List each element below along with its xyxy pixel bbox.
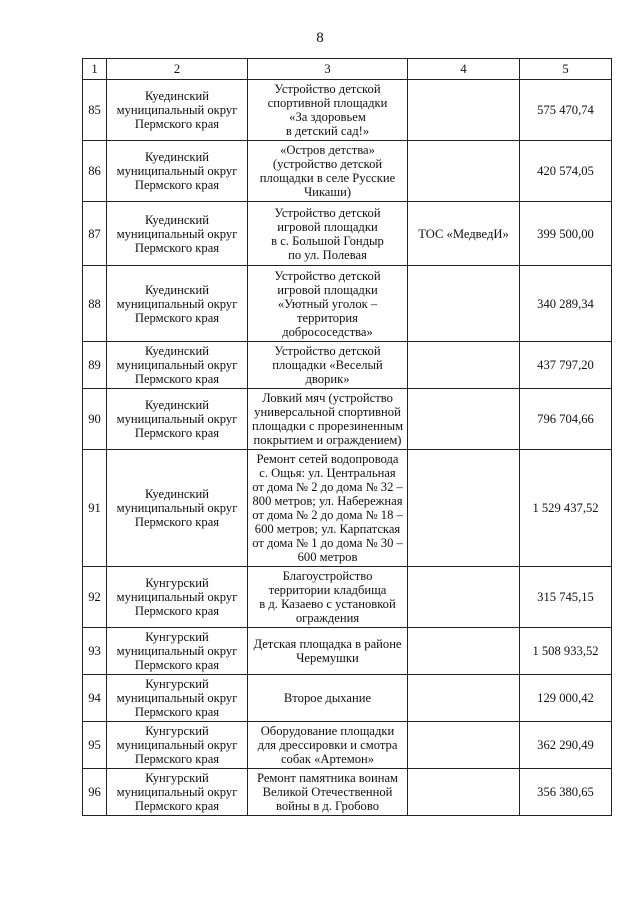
- amount-cell-text: 362 290,49: [537, 738, 594, 752]
- municipality-cell-text: Куединский муниципальный округ Пермского края: [116, 344, 238, 386]
- amount-cell: [520, 141, 612, 202]
- tos-cell: [408, 722, 520, 769]
- municipality-cell-text: Кунгурский муниципальный округ Пермского края: [116, 630, 238, 672]
- row-number: [83, 567, 107, 628]
- project-name-cell: [248, 450, 408, 567]
- municipality-cell-text: Кунгурский муниципальный округ Пермского края: [116, 576, 238, 618]
- table-row: [83, 80, 612, 141]
- project-name-cell: [248, 202, 408, 266]
- municipality-cell: [107, 769, 248, 816]
- municipality-cell-text: Куединский муниципальный округ Пермского края: [116, 89, 238, 131]
- column-header-5: 5: [520, 59, 612, 80]
- project-name-cell-text: Оборудование площадки для дрессировки и смотра собак «Артемон»: [257, 724, 398, 766]
- amount-cell-text: 315 745,15: [537, 590, 594, 604]
- project-name-cell: [248, 567, 408, 628]
- amount-cell: [520, 722, 612, 769]
- row-number-text: 88: [88, 296, 101, 311]
- row-number-text: 93: [88, 644, 101, 658]
- project-name-cell-text: Второе дыхание: [283, 691, 372, 705]
- tos-cell: [408, 450, 520, 567]
- project-name-cell: [248, 389, 408, 450]
- column-header-4: 4: [408, 59, 520, 80]
- amount-cell: [520, 675, 612, 722]
- table-header-row: [83, 59, 612, 80]
- project-name-cell-text: Ремонт сетей водопровода с. Ощья: ул. Центральная от дома № 2 до дома № 32 – 800 метров; ул. Набережная от дома № 2 до дома № 18 – 600 метров; ул. Карпатская от дома № 1 до дома № 30 – 600 метров: [252, 452, 403, 564]
- table-row: [83, 675, 612, 722]
- project-name-cell-text: «Остров детства» (устройство детской площадки в селе Русские Чикаши): [259, 143, 396, 199]
- project-name-cell: [248, 675, 408, 722]
- row-number: [83, 141, 107, 202]
- table-row: [83, 450, 612, 567]
- project-name-cell: [248, 266, 408, 342]
- amount-cell: [520, 342, 612, 389]
- tos-cell: [408, 389, 520, 450]
- municipality-cell: [107, 567, 248, 628]
- row-number: [83, 450, 107, 567]
- row-number: [83, 389, 107, 450]
- column-header-1: 1: [83, 59, 107, 80]
- amount-cell: [520, 80, 612, 141]
- amount-cell: [520, 628, 612, 675]
- amount-cell-text: 356 380,65: [537, 785, 594, 799]
- row-number: [83, 769, 107, 816]
- tos-cell: [408, 628, 520, 675]
- amount-cell-text: 796 704,66: [537, 412, 594, 426]
- municipality-cell-text: Куединский муниципальный округ Пермского края: [116, 398, 238, 440]
- tos-cell: [408, 266, 520, 342]
- tos-cell: [408, 769, 520, 816]
- page-number: 8: [316, 30, 324, 46]
- row-number: [83, 722, 107, 769]
- amount-cell-text: 575 470,74: [537, 103, 594, 117]
- municipality-cell: [107, 450, 248, 567]
- project-name-cell: [248, 722, 408, 769]
- row-number: [83, 80, 107, 141]
- project-name-cell: [248, 769, 408, 816]
- amount-cell-text: 420 574,05: [537, 164, 594, 178]
- municipality-cell: [107, 202, 248, 266]
- project-name-cell-text: Устройство детской спортивной площадки «За здоровьем в детский сад!»: [267, 82, 388, 138]
- table-row: [83, 266, 612, 342]
- municipality-cell: [107, 80, 248, 141]
- row-number-text: 85: [88, 103, 101, 117]
- amount-cell: [520, 769, 612, 816]
- project-name-cell: [248, 141, 408, 202]
- amount-cell: [520, 266, 612, 342]
- row-number-text: 87: [88, 226, 101, 241]
- row-number-text: 89: [88, 358, 101, 372]
- municipality-cell: [107, 389, 248, 450]
- table-row: [83, 342, 612, 389]
- municipality-cell-text: Кунгурский муниципальный округ Пермского края: [116, 677, 238, 719]
- row-number-text: 95: [88, 738, 101, 752]
- amount-cell-text: 399 500,00: [537, 226, 594, 241]
- row-number-text: 86: [88, 164, 101, 178]
- project-name-cell: [248, 628, 408, 675]
- tos-cell: [408, 675, 520, 722]
- amount-cell: [520, 202, 612, 266]
- amount-cell-text: 1 508 933,52: [532, 644, 599, 658]
- project-name-cell-text: Устройство детской игровой площадки «Уютный уголок – территория добрососедства»: [274, 268, 381, 339]
- row-number: [83, 202, 107, 266]
- column-header-2: 2: [107, 59, 248, 80]
- table-row: [83, 141, 612, 202]
- table-row: [83, 389, 612, 450]
- tos-cell: [408, 567, 520, 628]
- table-row: [83, 202, 612, 266]
- municipality-cell: [107, 675, 248, 722]
- column-header-3: 3: [248, 59, 408, 80]
- table-row: [83, 567, 612, 628]
- amount-cell-text: 129 000,42: [537, 691, 594, 705]
- project-name-cell-text: Детская площадка в районе Черемушки: [253, 637, 402, 665]
- row-number-text: 90: [88, 412, 101, 426]
- row-number-text: 92: [88, 590, 101, 604]
- municipality-cell-text: Кунгурский муниципальный округ Пермского края: [116, 771, 238, 813]
- amount-cell-text: 340 289,34: [537, 296, 594, 311]
- row-number: [83, 675, 107, 722]
- amount-cell-text: 1 529 437,52: [532, 501, 599, 515]
- municipality-cell-text: Куединский муниципальный округ Пермского края: [116, 150, 238, 192]
- municipality-cell-text: Куединский муниципальный округ Пермского края: [116, 282, 238, 325]
- amount-cell: [520, 389, 612, 450]
- tos-cell: [408, 342, 520, 389]
- table-row: [83, 628, 612, 675]
- table-row: [83, 769, 612, 816]
- projects-table: [82, 58, 612, 816]
- municipality-cell-text: Куединский муниципальный округ Пермского края: [116, 212, 238, 255]
- row-number: [83, 628, 107, 675]
- amount-cell-text: 437 797,20: [537, 358, 594, 372]
- amount-cell: [520, 450, 612, 567]
- amount-cell: [520, 567, 612, 628]
- municipality-cell: [107, 141, 248, 202]
- project-name-cell-text: Устройство детской площадки «Веселый дворик»: [272, 344, 383, 386]
- tos-cell: [408, 202, 520, 266]
- municipality-cell: [107, 266, 248, 342]
- project-name-cell-text: Ремонт памятника воинам Великой Отечественной войны в д. Гробово: [256, 771, 399, 813]
- row-number-text: 94: [88, 691, 101, 705]
- project-name-cell-text: Устройство детской игровой площадки в с. Большой Гондыр по ул. Полевая: [271, 205, 384, 262]
- row-number: [83, 342, 107, 389]
- municipality-cell: [107, 342, 248, 389]
- project-name-cell: [248, 342, 408, 389]
- municipality-cell: [107, 722, 248, 769]
- municipality-cell: [107, 628, 248, 675]
- row-number-text: 91: [88, 501, 101, 515]
- project-name-cell-text: Благоустройство территории кладбища в д. Казаево с установкой ограждения: [259, 569, 396, 625]
- project-name-cell: [248, 80, 408, 141]
- municipality-cell-text: Куединский муниципальный округ Пермского края: [116, 487, 238, 529]
- row-number: [83, 266, 107, 342]
- municipality-cell-text: Кунгурский муниципальный округ Пермского края: [116, 724, 238, 766]
- project-name-cell-text: Ловкий мяч (устройство универсальной спортивной площадки с прорезиненным покрытием и ограждением): [251, 391, 404, 447]
- tos-cell: [408, 141, 520, 202]
- table-row: [83, 722, 612, 769]
- tos-cell-text: ТОС «МедведИ»: [418, 226, 509, 241]
- tos-cell: [408, 80, 520, 141]
- row-number-text: 96: [88, 785, 101, 799]
